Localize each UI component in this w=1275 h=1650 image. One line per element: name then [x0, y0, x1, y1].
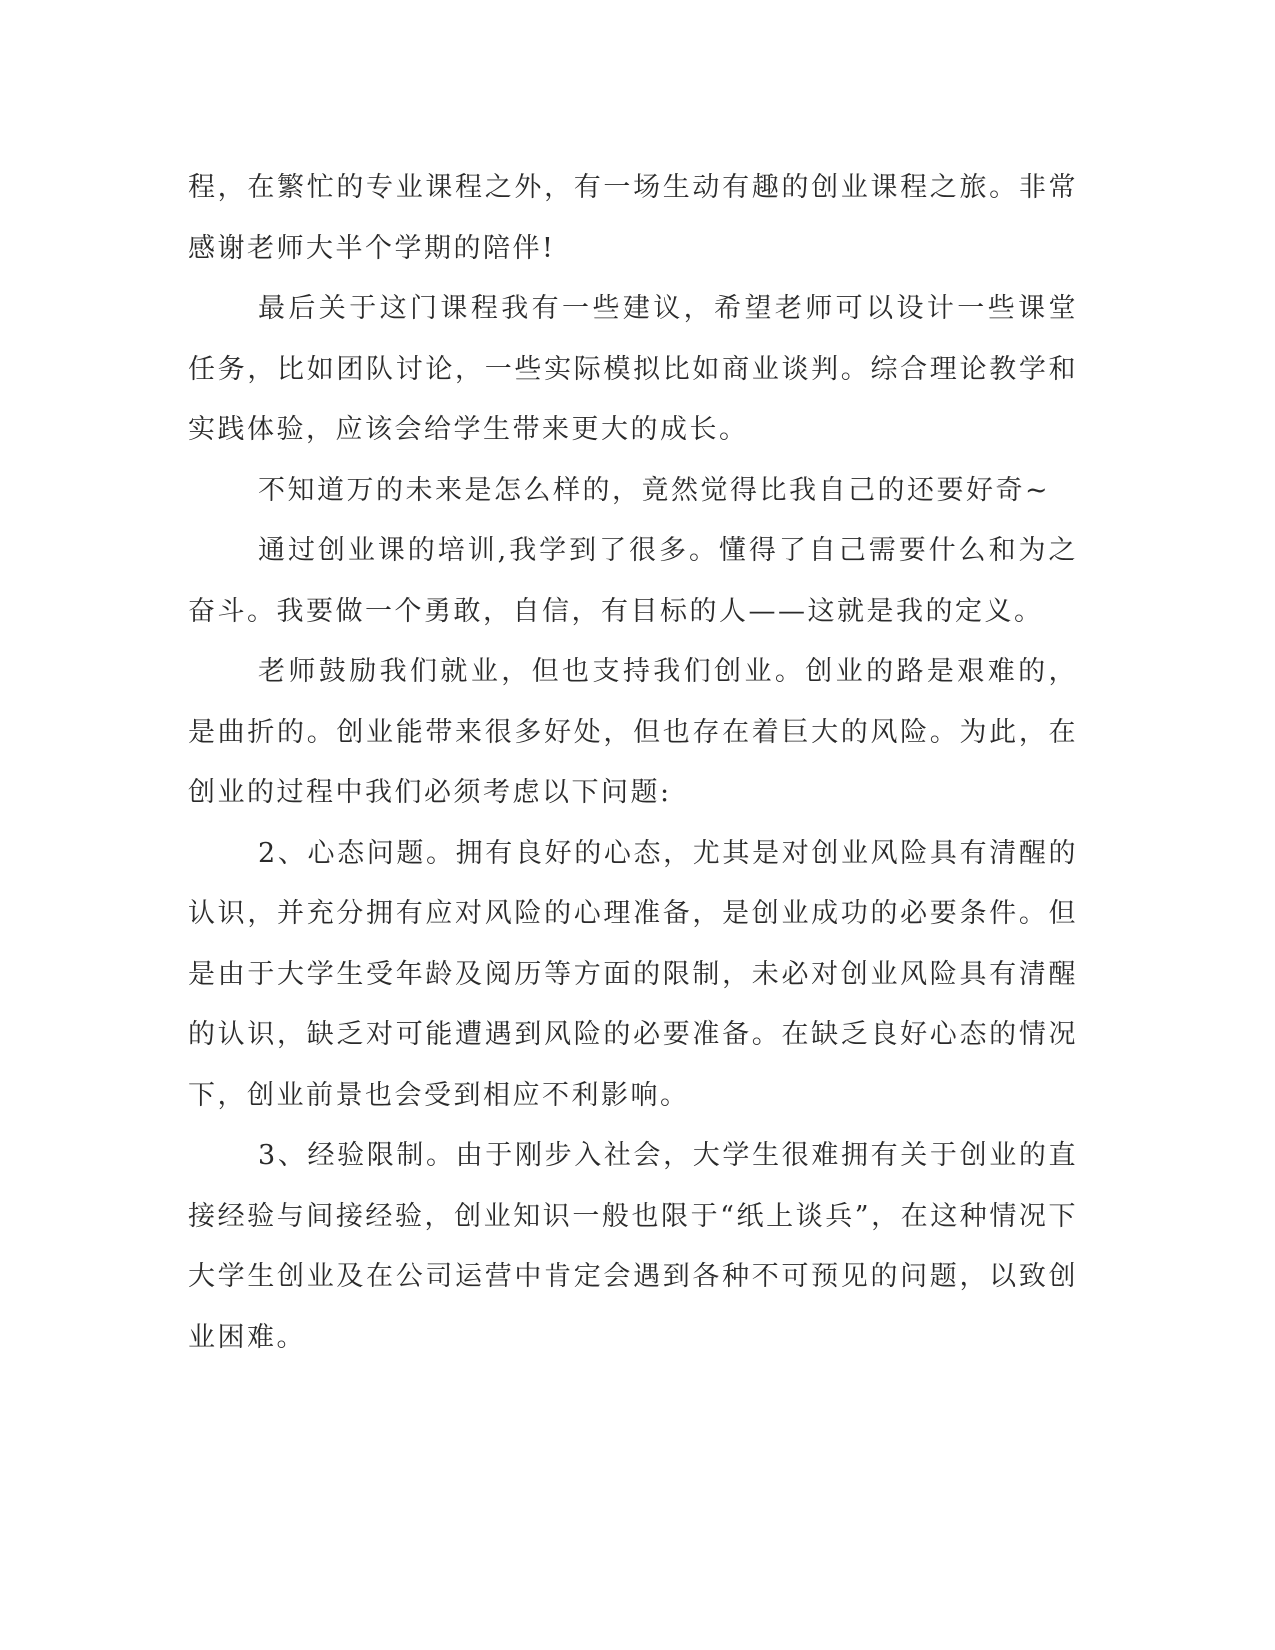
paragraph-4: 通过创业课的培训,我学到了很多。懂得了自己需要什么和为之奋斗。我要做一个勇敢，自信，有目标的人——这就是我的定义。 [188, 535, 1078, 627]
paragraph-5: 老师鼓励我们就业，但也支持我们创业。创业的路是艰难的，是曲折的。创业能带来很多好处，但也存在着巨大的风险。为此，在创业的过程中我们必须考虑以下问题: [188, 656, 1078, 808]
document-body [188, 158, 1078, 1368]
paragraph-6: 2、心态问题。拥有良好的心态，尤其是对创业风险具有清醒的认识，并充分拥有应对风险的心理准备，是创业成功的必要条件。但是由于大学生受年龄及阅历等方面的限制，未必对创业风险具有清醒的认识，缺乏对可能遭遇到风险的必要准备。在缺乏良好心态的情况下，创业前景也会受到相应不利影响。 [188, 837, 1078, 1111]
paragraph-1: 程，在繁忙的专业课程之外，有一场生动有趣的创业课程之旅。非常感谢老师大半个学期的陪伴! [188, 172, 1078, 264]
paragraph-7: 3、经验限制。由于刚步入社会，大学生很难拥有关于创业的直接经验与间接经验，创业知识一般也限于“纸上谈兵”，在这种情况下大学生创业及在公司运营中肯定会遇到各种不可预见的问题，以致创业困难。 [188, 1140, 1078, 1353]
paragraph-2: 最后关于这门课程我有一些建议，希望老师可以设计一些课堂任务，比如团队讨论，一些实际模拟比如商业谈判。综合理论教学和实践体验，应该会给学生带来更大的成长。 [188, 293, 1078, 445]
paragraph-3: 不知道万的未来是怎么样的，竟然觉得比我自己的还要好奇~ [258, 474, 1051, 506]
